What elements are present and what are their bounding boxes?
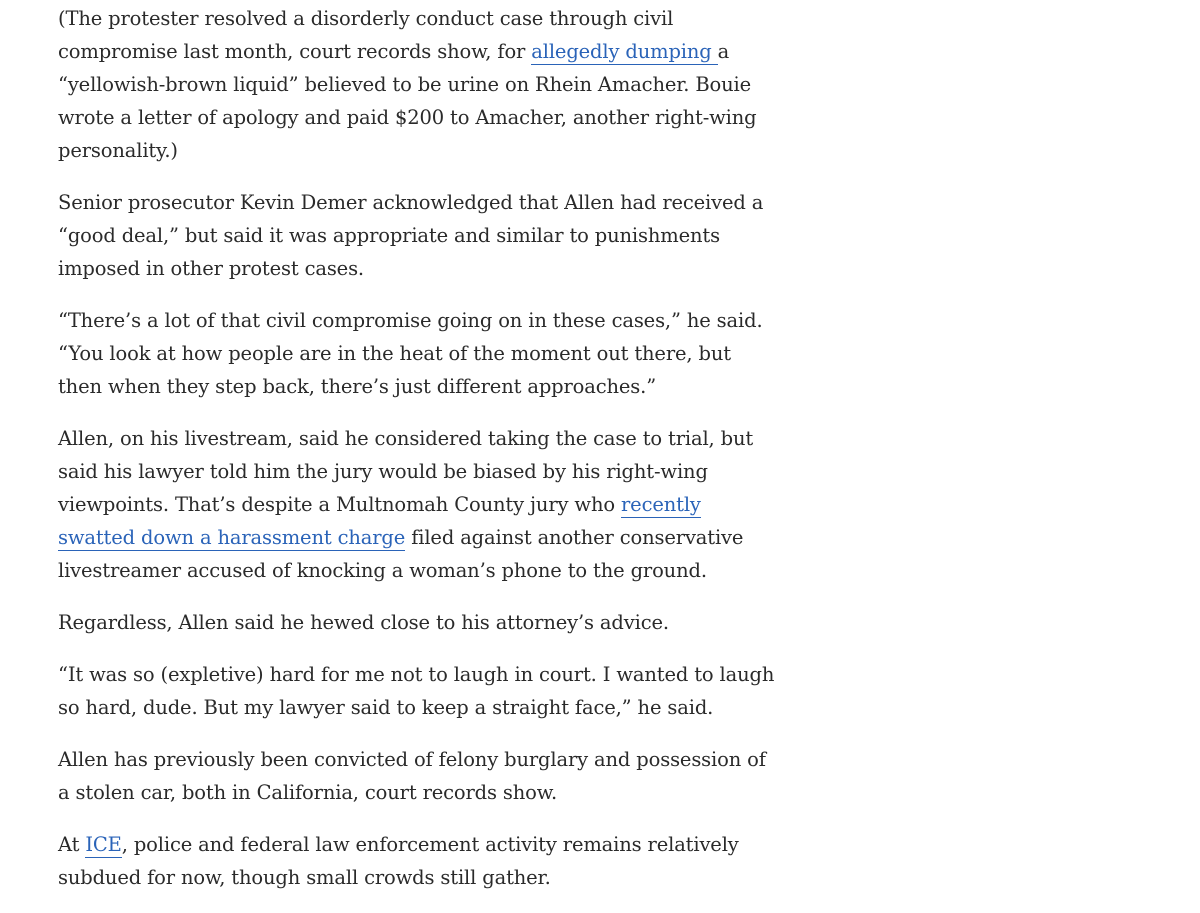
paragraph-text: filed against another conservative livestreamer accused of knocking a woman’s phone to the ground. <box>58 526 744 582</box>
paragraph-convictions: Allen has previously been convicted of felony burglary and possession of a stolen car, both in California, court records show. <box>58 748 766 804</box>
paragraph-text: a “yellowish-brown liquid” believed to be urine on Rhein Amacher. Bouie wrote a letter of apology and paid $200 to Amacher, another right-wing personality.) <box>58 40 757 162</box>
article-body <box>58 0 778 913</box>
paragraph-text: , police and federal law enforcement activity remains relatively subdued for now, though small crowds still gather. <box>58 833 739 889</box>
paragraph-text: Allen, on his livestream, said he considered taking the case to trial, but said his lawyer told him the jury would be biased by his right-wing viewpoints. That’s despite a Multnomah County jury who <box>58 427 754 516</box>
paragraph-civil-compromise <box>58 2 778 167</box>
paragraph-text: (The protester resolved a disorderly conduct case through civil compromise last month, court records show, for <box>58 7 674 63</box>
paragraph-quote-laugh: “It was so (expletive) hard for me not to laugh in court. I wanted to laugh so hard, dude. But my lawyer said to keep a straight face,” he said. <box>58 663 775 719</box>
paragraph-text: At <box>58 833 86 856</box>
link-allegedly-dumping[interactable]: allegedly dumping <box>531 40 718 63</box>
paragraph-attorney-advice: Regardless, Allen said he hewed close to his attorney’s advice. <box>58 611 669 634</box>
paragraph-prosecutor: Senior prosecutor Kevin Demer acknowledged that Allen had received a “good deal,” but said it was appropriate and similar to punishments imposed in other protest cases. <box>58 191 764 280</box>
link-ice[interactable]: ICE <box>85 833 122 856</box>
paragraph-quote-civil-compromise: “There’s a lot of that civil compromise going on in these cases,” he said. “You look at how people are in the heat of the moment out there, but then when they step back, there’s just different approaches.” <box>58 309 763 398</box>
paragraph-livestream <box>58 422 778 587</box>
link-recently-swatted-down[interactable]: recently swatted down a harassment charge <box>58 493 701 549</box>
paragraph-ice <box>58 828 778 894</box>
